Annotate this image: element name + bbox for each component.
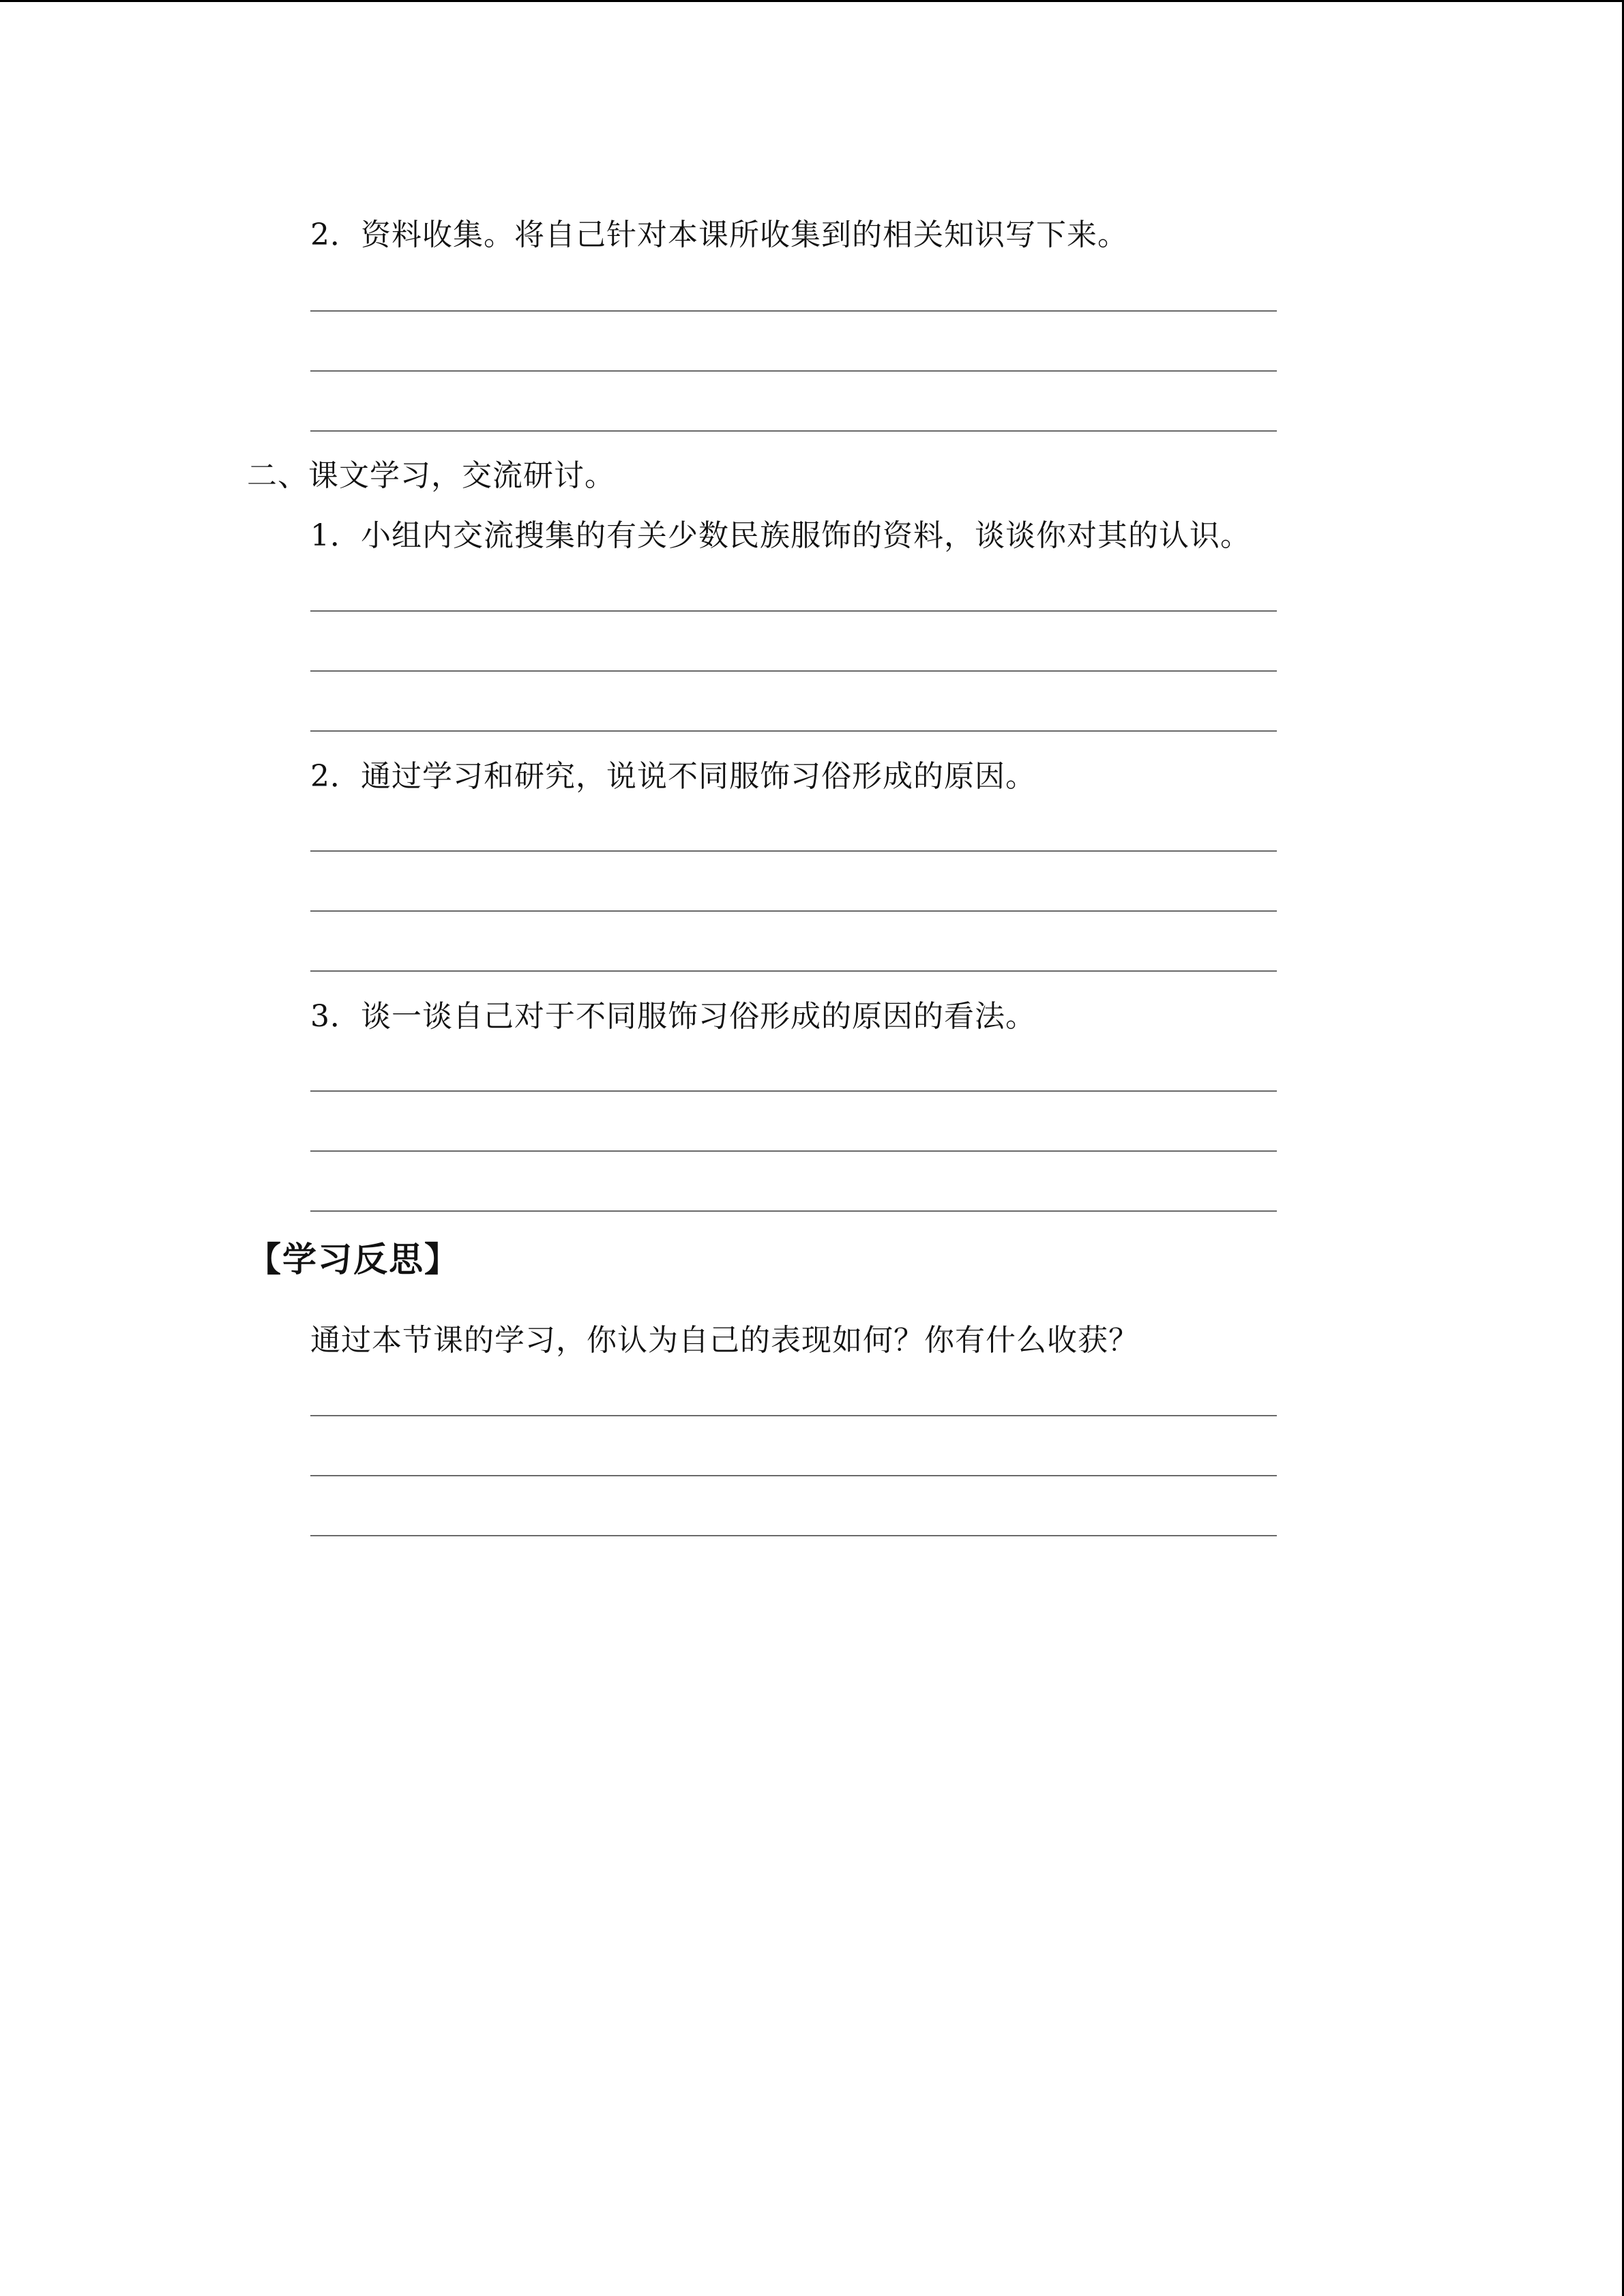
answer-line[interactable]	[310, 1535, 1277, 1536]
answer-line[interactable]	[310, 1475, 1277, 1476]
answer-line[interactable]	[310, 850, 1277, 852]
answer-line[interactable]	[310, 670, 1277, 672]
page-top-border	[0, 0, 1624, 2]
answer-line[interactable]	[310, 910, 1277, 912]
answer-line[interactable]	[310, 430, 1277, 432]
question-custom-causes: 2．通过学习和研究，说说不同服饰习俗形成的原因。	[310, 759, 1036, 794]
section-title-text-study: 二、课文学习，交流研讨。	[247, 458, 615, 493]
answer-line[interactable]	[310, 1415, 1277, 1416]
answer-line[interactable]	[310, 1210, 1277, 1212]
section-title-reflection: 【学习反思】	[247, 1240, 460, 1279]
question-group-discussion: 1．小组内交流搜集的有关少数民族服饰的资料，谈谈你对其的认识。	[310, 518, 1251, 553]
answer-line[interactable]	[310, 730, 1277, 732]
answer-line[interactable]	[310, 370, 1277, 372]
answer-line[interactable]	[310, 310, 1277, 312]
answer-line[interactable]	[310, 1090, 1277, 1092]
question-reflection: 通过本节课的学习，你认为自己的表现如何？你有什么收获？	[310, 1323, 1139, 1358]
question-resource-collection: 2．资料收集。将自己针对本课所收集到的相关知识写下来。	[310, 218, 1128, 252]
answer-line[interactable]	[310, 610, 1277, 612]
answer-line[interactable]	[310, 1150, 1277, 1152]
answer-line[interactable]	[310, 970, 1277, 972]
question-personal-view: 3．谈一谈自己对于不同服饰习俗形成的原因的看法。	[310, 999, 1036, 1034]
